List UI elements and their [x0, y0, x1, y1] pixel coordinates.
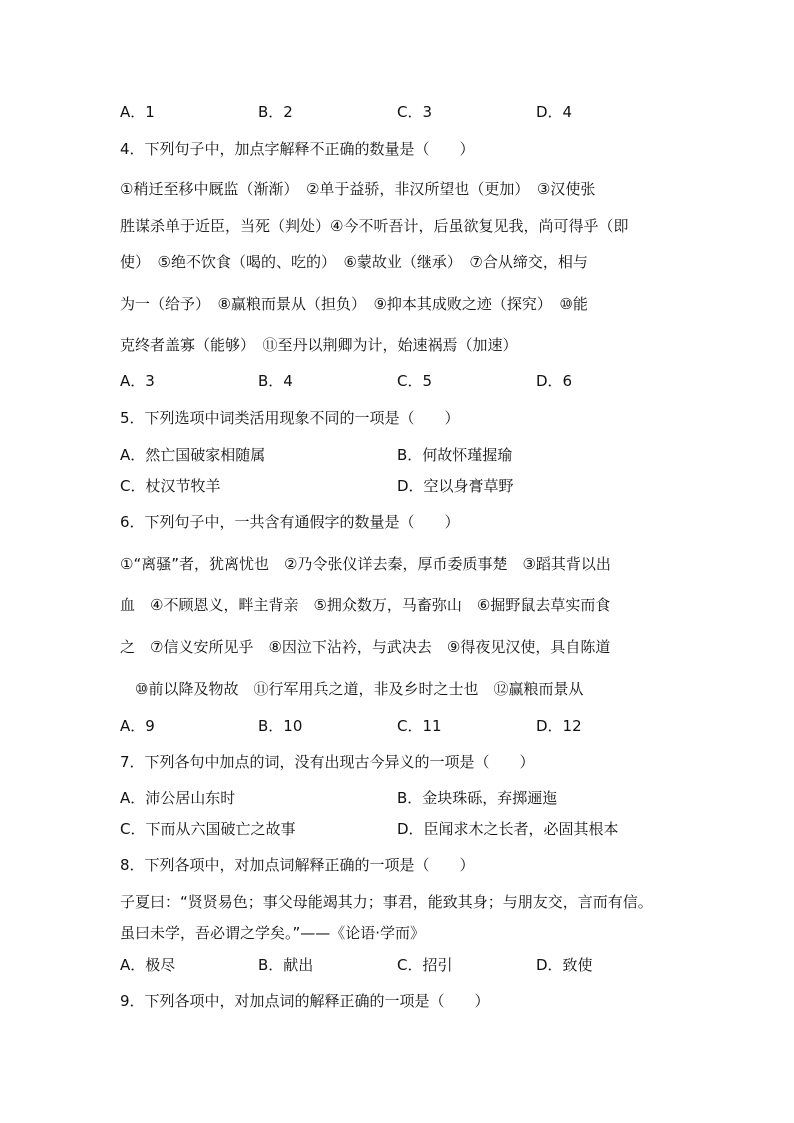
q3-option-b: B．2	[258, 103, 293, 121]
q8-passage-line-2: 虽曰未学，吾必谓之学矣。”——《论语·学而》	[120, 924, 426, 942]
q3-option-a: A．1	[120, 103, 155, 121]
q7-stem: 7．下列各句中加点的词，没有出现古今异义的一项是（ ）	[120, 753, 535, 771]
q6-stem: 6．下列句子中，一共含有通假字的数量是（ ）	[120, 513, 460, 531]
q4-line-4: 为一（给予） ⑧赢粮而景从（担负） ⑨抑本其成败之迹（探究） ⑩能	[120, 295, 588, 313]
q7-option-a: A．沛公居山东时	[120, 789, 236, 807]
q5-stem: 5．下列选项中词类活用现象不同的一项是（ ）	[120, 409, 460, 427]
q4-line-5: 克终者盖寡（能够） ⑪至丹以荆卿为计，始速祸焉（加速）	[120, 336, 518, 354]
q6-option-b: B．10	[258, 717, 303, 735]
q4-line-1: ①稍迁至移中厩监（渐渐） ②单于益骄，非汉所望也（更加） ③汉使张	[120, 180, 596, 198]
q8-option-b: B．献出	[258, 956, 314, 974]
q6-line-4: ⑩前以降及物故 ⑪行军用兵之道，非及乡时之士也 ⑫赢粮而景从	[120, 680, 584, 698]
q7-option-b: B．金块珠砾，弃掷逦迤	[397, 789, 558, 807]
q9-stem: 9．下列各项中，对加点词的解释正确的一项是（ ）	[120, 992, 490, 1010]
q4-option-b: B．4	[258, 372, 293, 390]
q6-option-a: A．9	[120, 717, 155, 735]
q4-line-3: 使） ⑤绝不饮食（喝的、吃的） ⑥蒙故业（继承） ⑦合从缔交，相与	[120, 253, 588, 271]
q3-option-c: C．3	[397, 103, 433, 121]
q4-line-2: 胜谋杀单于近臣，当死（判处）④今不听吾计，后虽欲复见我，尚可得乎（即	[120, 217, 629, 235]
q6-line-1: ①“离骚”者，犹离忧也 ②乃令张仪详去秦，厚币委质事楚 ③蹈其背以出	[120, 555, 611, 573]
q4-option-d: D．6	[536, 372, 573, 390]
q6-line-3: 之 ⑦信义安所见乎 ⑧因泣下沾衿，与武决去 ⑨得夜见汉使，具自陈道	[120, 638, 611, 656]
q8-stem: 8．下列各项中，对加点词解释正确的一项是（ ）	[120, 856, 475, 874]
q6-line-2: 血 ④不顾恩义，畔主背亲 ⑤拥众数万，马畜弥山 ⑥掘野鼠去草实而食	[120, 596, 611, 614]
q8-option-d: D．致使	[536, 956, 593, 974]
q7-option-c: C．下而从六国破亡之故事	[120, 820, 296, 838]
q6-option-d: D．12	[536, 717, 582, 735]
q3-option-d: D．4	[536, 103, 573, 121]
q8-option-c: C．招引	[397, 956, 453, 974]
q8-passage-line-1: 子夏曰：“贤贤易色；事父母能竭其力；事君，能致其身；与朋友交，言而有信。	[120, 893, 653, 911]
q4-stem: 4．下列句子中，加点字解释不正确的数量是（ ）	[120, 140, 475, 158]
q4-option-c: C．5	[397, 372, 433, 390]
q5-option-d: D．空以身膏草野	[397, 477, 514, 495]
q7-option-d: D．臣闻求木之长者，必固其根本	[397, 820, 619, 838]
q6-option-c: C．11	[397, 717, 442, 735]
q4-option-a: A．3	[120, 372, 155, 390]
q8-option-a: A．极尽	[120, 956, 176, 974]
q5-option-c: C．杖汉节牧羊	[120, 477, 221, 495]
q5-option-b: B．何故怀瑾握瑜	[397, 446, 513, 464]
q5-option-a: A．然亡国破家相随属	[120, 446, 266, 464]
